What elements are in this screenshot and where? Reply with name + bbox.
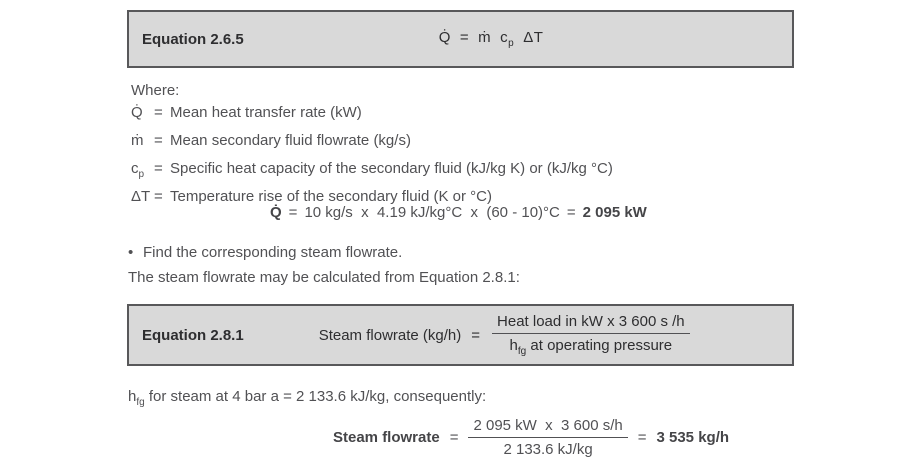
fraction-denominator: $h_{fg}$ at operating pressure	[509, 337, 673, 357]
calculation-fraction	[468, 417, 627, 458]
fraction-denominator: 2 133.6 kJ/kg	[503, 441, 593, 458]
definition-row: $c_p$ = Specific heat capacity of the secondary fluid (kJ/kg K) or (kJ/kg °C)	[131, 160, 613, 180]
equation-box-2-6-5	[127, 10, 794, 68]
where-definitions	[131, 80, 613, 214]
definition-row: ΔT = Temperature rise of the secondary fluid (K or °C)	[131, 188, 492, 205]
steam-flowrate-calculation: Steam flowrate = $\frac{\text{2 095 kW x 3 600 s/h}}{2 133.6 kJ/kg}$ = 3 535 kg/h	[333, 417, 730, 458]
equation-label: Equation 2.8.1	[142, 326, 244, 344]
paragraph-steam-flowrate: The steam flowrate may be calculated from Equation 2.8.1:	[128, 269, 520, 286]
bullet-icon: •	[128, 244, 134, 261]
fraction-numerator: Heat load in kW x 3 600 s /h	[492, 313, 690, 334]
equation-label: Equation 2.6.5	[142, 30, 244, 48]
fraction-numerator: 2 095 kW x 3 600 s/h	[468, 417, 627, 438]
equation-fraction	[492, 313, 690, 357]
heat-transfer-result: 2 095 kW	[582, 204, 647, 221]
equation-formula: Q̇ = ṁ $c_p$ ΔT	[438, 29, 544, 49]
equation-lhs: Steam flowrate (kg/h)	[318, 326, 462, 344]
paragraph-hfg-value: $h_{fg}$ for steam at 4 bar a = 2 133.6 kJ/kg, consequently:	[128, 388, 487, 408]
definition-row: ṁ = Mean secondary fluid flowrate (kg/s)	[131, 132, 411, 149]
heat-transfer-calculation: Q̇ = 10 kg/s x 4.19 kJ/kg°C x (60 - 10)°C = 2 095 kW	[270, 204, 647, 221]
definition-row: Q̇ = Mean heat transfer rate (kW)	[131, 104, 362, 121]
steam-flowrate-result: 3 535 kg/h	[656, 429, 730, 446]
where-intro: Where:	[131, 82, 180, 99]
equation-box-2-8-1: Equation 2.8.1 Steam flowrate (kg/h) = $\frac{\text{Heat load in kW x 3 600 s /h}}{h_{fg} at operating pressure}$	[127, 304, 794, 366]
bullet-item: • Find the corresponding steam flowrate.	[128, 244, 403, 261]
